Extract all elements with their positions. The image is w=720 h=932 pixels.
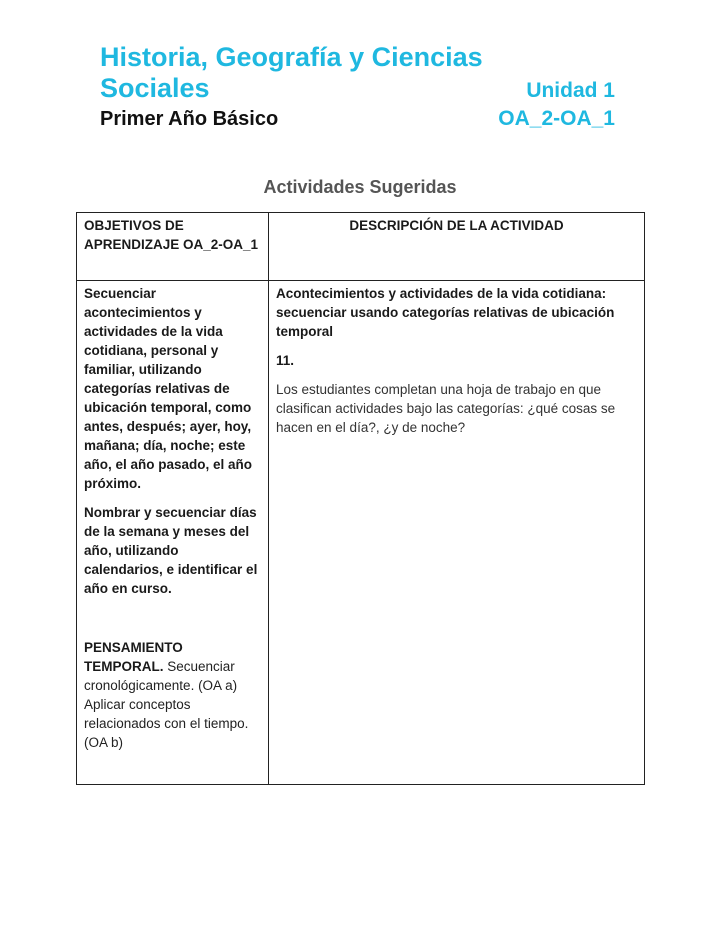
spacer [84, 608, 261, 638]
skill-label: PENSAMIENTO TEMPORAL. [84, 640, 183, 674]
activity-title: Acontecimientos y actividades de la vida cotidiana: secuenciar usando categorías relativas de ubicación temporal [276, 286, 615, 339]
section-title: Actividades Sugeridas [263, 177, 457, 197]
activities-table [76, 212, 645, 785]
objective-oa1: Nombrar y secuenciar días de la semana y meses del año, utilizando calendarios, e identificar el año en curso. [84, 505, 258, 596]
table-header-row [77, 213, 645, 281]
objectives-column-header: OBJETIVOS DE APRENDIZAJE OA_2-OA_1 [77, 213, 269, 281]
grade-row [100, 106, 615, 132]
grade-label: Primer Año Básico [100, 108, 279, 130]
oa-range-label: OA_2-OA_1 [498, 107, 615, 130]
activity-description: Los estudiantes completan una hoja de trabajo en que clasifican actividades bajo las categorías: ¿qué cosas se hacen en el día?, ¿y de noche? [276, 382, 616, 435]
skill-paragraph [84, 638, 261, 752]
skill-text: Secuenciar cronológicamente. (OA a) Aplicar conceptos relacionados con el tiempo. (OA b) [84, 659, 249, 750]
subject-title-line2: Sociales [100, 73, 210, 103]
subject-title-line1: Historia, Geografía y Ciencias [100, 42, 483, 72]
objectives-cell [77, 281, 269, 785]
activity-cell [269, 281, 645, 785]
table-row [77, 281, 645, 785]
document-header [100, 42, 615, 132]
activity-number: 11. [276, 353, 295, 368]
description-column-header: DESCRIPCIÓN DE LA ACTIVIDAD [269, 213, 645, 281]
unit-label: Unidad 1 [526, 79, 615, 102]
subject-title-line2-row [100, 73, 615, 106]
objective-oa2: Secuenciar acontecimientos y actividades de la vida cotidiana, personal y familiar, utilizando categorías relativas de ubicación temporal, como antes, después; ayer, hoy, mañana; día, noche; este año, el año pasado, el año próximo. [84, 286, 253, 491]
